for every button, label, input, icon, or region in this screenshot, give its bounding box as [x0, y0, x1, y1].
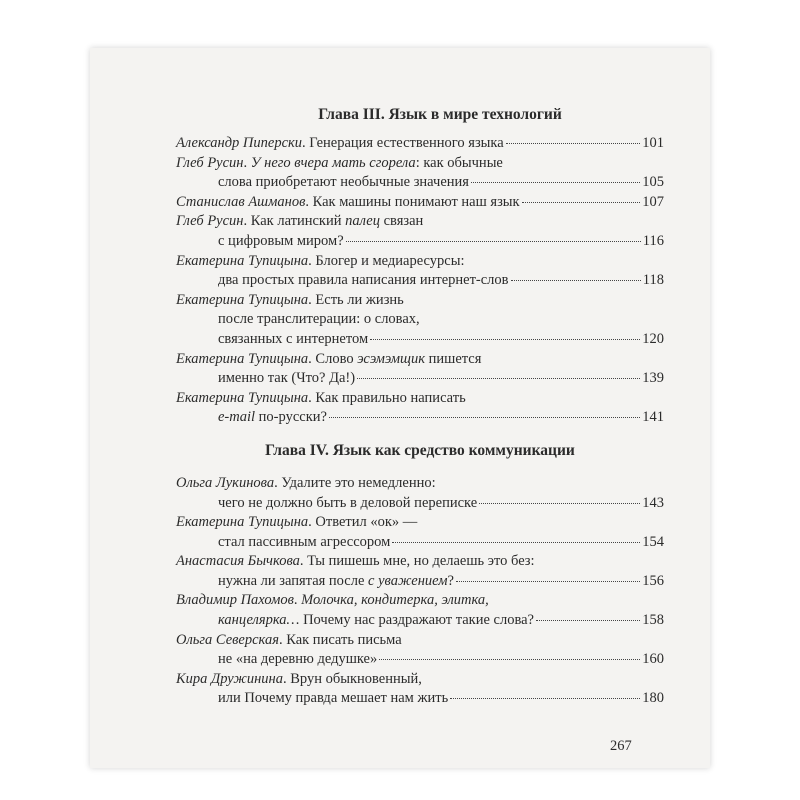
entry-title: . Ответил «ок» — [308, 514, 418, 531]
entry-title: нужна ли запятая после [218, 572, 369, 589]
toc-line [176, 572, 664, 592]
entry-title: не «на деревню дедушке» [218, 651, 378, 668]
toc-page-number[interactable]: 120 [642, 330, 664, 347]
entry-title-italic: палец [345, 213, 380, 230]
toc-line-text [176, 552, 535, 572]
entry-title: именно так (Что? Да!) [218, 370, 356, 387]
toc-line [176, 611, 664, 631]
toc-line [176, 513, 664, 533]
toc-entry [176, 631, 664, 670]
entry-title: слова приобретают необычные значения [218, 174, 469, 191]
entry-title-italic: канцелярка… [218, 612, 300, 629]
dot-leader [536, 620, 640, 621]
entry-title: . [243, 154, 251, 171]
toc-line-text [176, 631, 402, 651]
toc-entry [176, 552, 664, 591]
toc-line [176, 330, 664, 350]
entry-title: после транслитерации: о словах, [218, 311, 420, 328]
dot-leader [471, 182, 640, 183]
toc-page-number[interactable]: 116 [642, 232, 664, 249]
toc-line [176, 650, 664, 670]
toc-line-text [218, 310, 420, 330]
entry-title: по-русски? [255, 409, 327, 426]
entry-author: Ольга Северская [176, 631, 279, 648]
entry-author: Глеб Русин [176, 213, 244, 230]
toc-line [176, 552, 664, 572]
toc-entry [176, 474, 664, 513]
book-page [90, 48, 710, 768]
toc-page-number[interactable]: 101 [642, 135, 664, 151]
entry-author: Ольга Лукинова [176, 474, 275, 491]
toc-line [176, 291, 664, 311]
toc-line [176, 389, 664, 409]
dot-leader [392, 542, 640, 543]
toc-entry [176, 252, 664, 291]
entry-title-italic: e-mail [218, 409, 256, 426]
toc-line-text [218, 232, 344, 252]
toc-line-text [218, 408, 327, 428]
toc-line-text [218, 611, 534, 631]
toc-line-text [218, 572, 454, 592]
toc-line [176, 154, 664, 174]
toc-line [176, 350, 664, 370]
dot-leader [370, 339, 640, 340]
toc-line [176, 193, 664, 213]
entry-title: связанных с интернетом [218, 330, 369, 347]
toc-line-text [176, 291, 404, 311]
entry-author: Кира Дружинина [176, 670, 283, 687]
toc-page-number[interactable]: 143 [642, 494, 664, 511]
entry-title-italic: с уважением [368, 572, 448, 589]
toc-page-number[interactable]: 118 [642, 272, 664, 289]
page-number: 267 [610, 738, 632, 754]
toc-page-number[interactable]: 160 [642, 651, 664, 668]
table-of-contents [176, 106, 664, 709]
toc-page-number[interactable]: 105 [642, 174, 664, 191]
toc-line [176, 670, 664, 690]
toc-entry [176, 134, 664, 154]
toc-line [176, 631, 664, 651]
toc-page-number[interactable]: 156 [642, 572, 664, 589]
toc-line [176, 474, 664, 494]
entry-author: Станислав Ашманов [176, 193, 306, 210]
toc-line-text [218, 650, 377, 670]
entry-title: чего не должно быть в деловой переписке [218, 494, 478, 511]
toc-line [176, 232, 664, 252]
entry-author: Екатерина Тупицына [176, 389, 309, 406]
dot-leader [506, 143, 641, 144]
entry-title: . Блогер и медиаресурсы: [308, 252, 465, 269]
toc-line-text [218, 689, 448, 709]
entry-title: пишется [425, 350, 482, 367]
toc-line [176, 494, 664, 514]
toc-line [176, 533, 664, 553]
toc-line-text [176, 252, 465, 272]
toc-line [176, 310, 664, 330]
toc-line-text [176, 591, 489, 611]
toc-line-text [218, 330, 368, 350]
toc-page-number[interactable]: 154 [642, 533, 664, 550]
toc-entry [176, 670, 664, 709]
toc-page-number[interactable]: 141 [642, 409, 664, 426]
toc-line [176, 271, 664, 291]
entry-title: . Как писать письма [278, 631, 402, 648]
dot-leader [456, 581, 640, 582]
entry-title: . [293, 592, 302, 609]
toc-line [176, 591, 664, 611]
toc-entry [176, 389, 664, 428]
toc-entry [176, 513, 664, 552]
toc-line-text [218, 173, 469, 193]
entry-title: . Как латинский [243, 213, 346, 230]
entry-title: связан [380, 213, 424, 230]
dot-leader [329, 417, 640, 418]
toc-page-number[interactable]: 139 [642, 370, 664, 387]
toc-page-number[interactable]: 180 [642, 690, 664, 707]
toc-line [176, 408, 664, 428]
toc-line-text [176, 193, 520, 213]
entry-title: . Удалите это немедленно: [274, 474, 436, 491]
toc-page-number[interactable]: 107 [642, 193, 664, 210]
entry-title: . Ты пишешь мне, но делаешь это без: [299, 553, 535, 570]
toc-line-text [176, 154, 503, 174]
entry-title: . Как правильно написать [308, 389, 466, 406]
entry-author: Екатерина Тупицына [176, 350, 309, 367]
entry-title: или Почему правда мешает нам жить [218, 690, 449, 707]
chapter-heading: Глава III. Язык в мире технологий [318, 106, 562, 123]
toc-line-text [176, 134, 504, 154]
entry-title-italic: Молочка, кондитерка, элитка, [301, 592, 489, 609]
toc-line-text [176, 389, 466, 409]
dot-leader [379, 659, 640, 660]
toc-line [176, 212, 664, 232]
dot-leader [346, 241, 641, 242]
toc-line [176, 369, 664, 389]
chapter-heading: Глава IV. Язык как средство коммуникации [265, 441, 575, 459]
toc-line-text [176, 513, 417, 533]
toc-entry [176, 212, 664, 251]
toc-line-text [176, 212, 423, 232]
entry-author: Екатерина Тупицына [176, 514, 309, 531]
entry-title: два простых правила написания интернет-слов [218, 272, 509, 289]
entry-title: . Врун обыкновенный, [283, 670, 422, 687]
toc-line [176, 689, 664, 709]
entry-author: Александр Пиперски [176, 135, 303, 151]
entry-author: Екатерина Тупицына [176, 291, 309, 308]
toc-line-text [176, 670, 422, 690]
entry-author: Владимир Пахомов [176, 592, 294, 609]
dot-leader [522, 202, 641, 203]
dot-leader [511, 280, 641, 281]
entry-title: стал пассивным агрессором [218, 533, 391, 550]
entry-title: ? [447, 572, 454, 589]
entry-author: Анастасия Бычкова [176, 553, 300, 570]
entry-title: : как обычные [415, 154, 503, 171]
toc-line-text [218, 533, 390, 553]
toc-page-number[interactable]: 158 [642, 612, 664, 629]
toc-entry [176, 291, 664, 350]
entry-title: . Есть ли жизнь [308, 291, 404, 308]
entry-title-italic: У него вчера мать сгорела [250, 154, 416, 171]
toc-entry [176, 591, 664, 630]
toc-line-text [218, 494, 477, 514]
toc-entry [176, 350, 664, 389]
toc-line-text [176, 350, 481, 370]
toc-entry [176, 193, 664, 213]
dot-leader [357, 378, 640, 379]
entry-title: с цифровым миром? [218, 232, 344, 249]
entry-author: Глеб Русин [176, 154, 244, 171]
toc-line [176, 252, 664, 272]
entry-title: . Генерация естественного языка [302, 135, 504, 151]
toc-entry [176, 154, 664, 193]
dot-leader [450, 698, 640, 699]
entry-title-italic: эсэмэмщик [357, 350, 426, 367]
toc-line-text [218, 369, 355, 389]
toc-line-text [218, 271, 509, 291]
toc-line [176, 134, 664, 154]
entry-title: . Слово [308, 350, 358, 367]
toc-line-text [176, 474, 436, 494]
toc-line [176, 173, 664, 193]
entry-author: Екатерина Тупицына [176, 252, 309, 269]
entry-title: Почему нас раздражают такие слова? [299, 612, 534, 629]
dot-leader [479, 503, 640, 504]
entry-title: . Как машины понимают наш язык [305, 193, 520, 210]
